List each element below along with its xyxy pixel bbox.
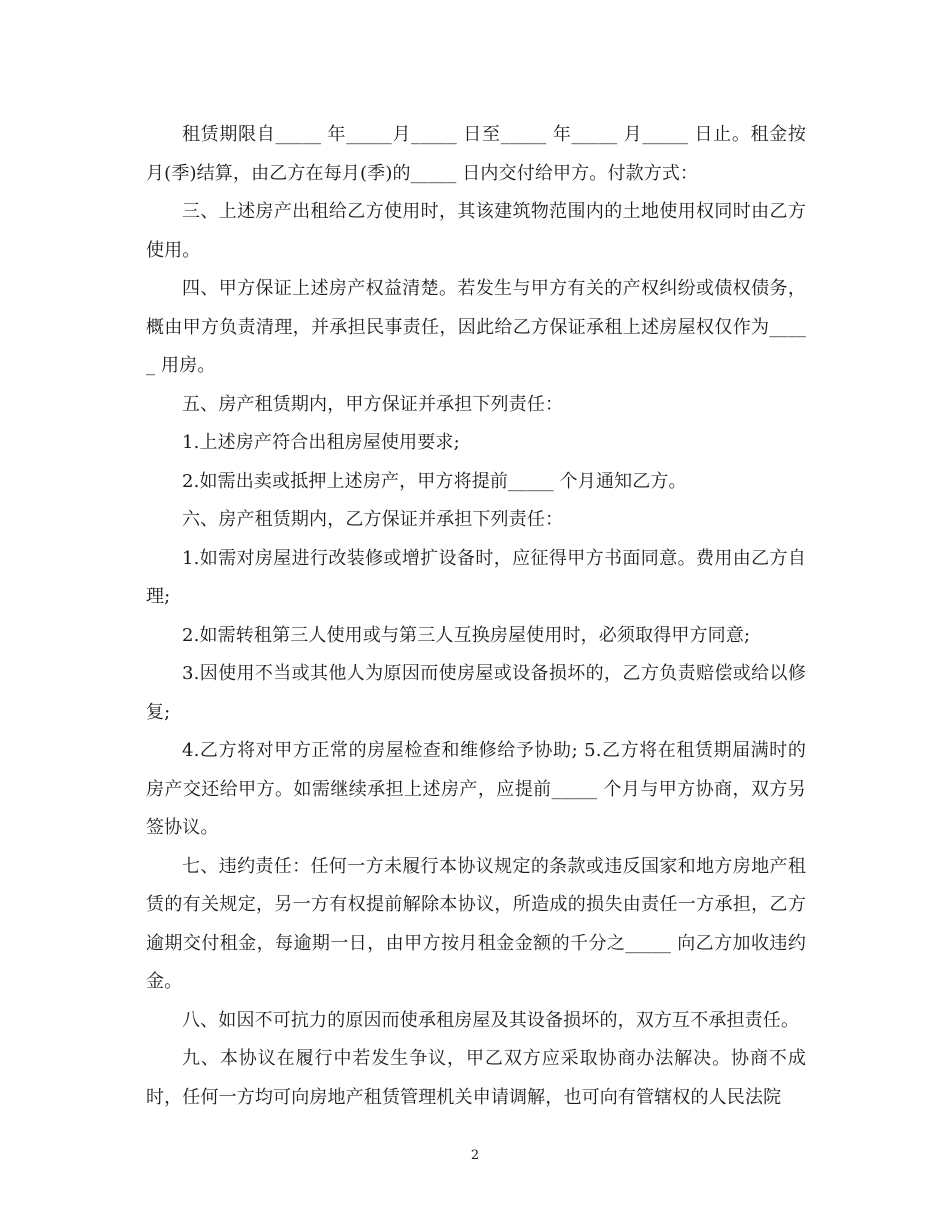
paragraph-clause-5-item-2: 2.如需出卖或抵押上述房产，甲方将提前_____ 个月通知乙方。	[182, 470, 687, 492]
paragraph-clause-7: 七、违约责任：任何一方未履行本协议规定的条款或违反国家和地方房地产租赁的有关规定，另一方有权提前解除本协议，所造成的损失由责任一方承担，乙方逾期交付租金，每逾期一日，由甲方按月租金金额的千分之_____ 向乙方加收违约金。	[146, 855, 806, 992]
paragraph-clause-6-item-3: 3.因使用不当或其他人为原因而使房屋或设备损坏的，乙方负责赔偿或给以修复;	[146, 663, 806, 723]
paragraph-clause-6-item-1: 1.如需对房屋进行改装修或增扩设备时，应征得甲方书面同意。费用由乙方自理;	[146, 547, 806, 607]
document-body	[146, 116, 806, 1117]
paragraph-clause-5-heading: 五、房产租赁期内，甲方保证并承担下列责任：	[182, 393, 564, 415]
paragraph-clause-3: 三、上述房产出租给乙方使用时，其该建筑物范围内的土地使用权同时由乙方使用。	[146, 201, 806, 261]
paragraph-clause-8: 八、如因不可抗力的原因而使承租房屋及其设备损坏的，双方互不承担责任。	[182, 1009, 800, 1031]
paragraph-clause-6-item-4-5: 4.乙方将对甲方正常的房屋检查和维修给予协助; 5.乙方将在租赁期届满时的房产交还给甲方。如需继续承担上述房产，应提前_____ 个月与甲方协商，双方另签协议。	[146, 740, 806, 838]
page-number: 2	[470, 1148, 480, 1163]
paragraph-clause-6-item-2: 2.如需转租第三人使用或与第三人互换房屋使用时，必须取得甲方同意;	[182, 624, 751, 646]
paragraph-clause-4: 四、甲方保证上述房产权益清楚。若发生与甲方有关的产权纠纷或债权债务，概由甲方负责清理，并承担民事责任，因此给乙方保证承租上述房屋权仅作为_____ 用房。	[146, 278, 806, 376]
paragraph-clause-5-item-1: 1.上述房产符合出租房屋使用要求;	[182, 432, 460, 453]
paragraph-clause-6-heading: 六、房产租赁期内，乙方保证并承担下列责任：	[182, 509, 564, 530]
paragraph-lease-term: 租赁期限自_____ 年_____月_____ 日至_____ 年_____ 月_____ 日止。租金按月(季)结算，由乙方在每月(季)的_____ 日内交付给甲方。付款方式：	[146, 124, 806, 184]
paragraph-clause-9: 九、本协议在履行中若发生争议，甲乙双方应采取协商办法解决。协商不成时，任何一方均可向房地产租赁管理机关申请调解，也可向有管辖权的人民法院	[146, 1048, 806, 1108]
